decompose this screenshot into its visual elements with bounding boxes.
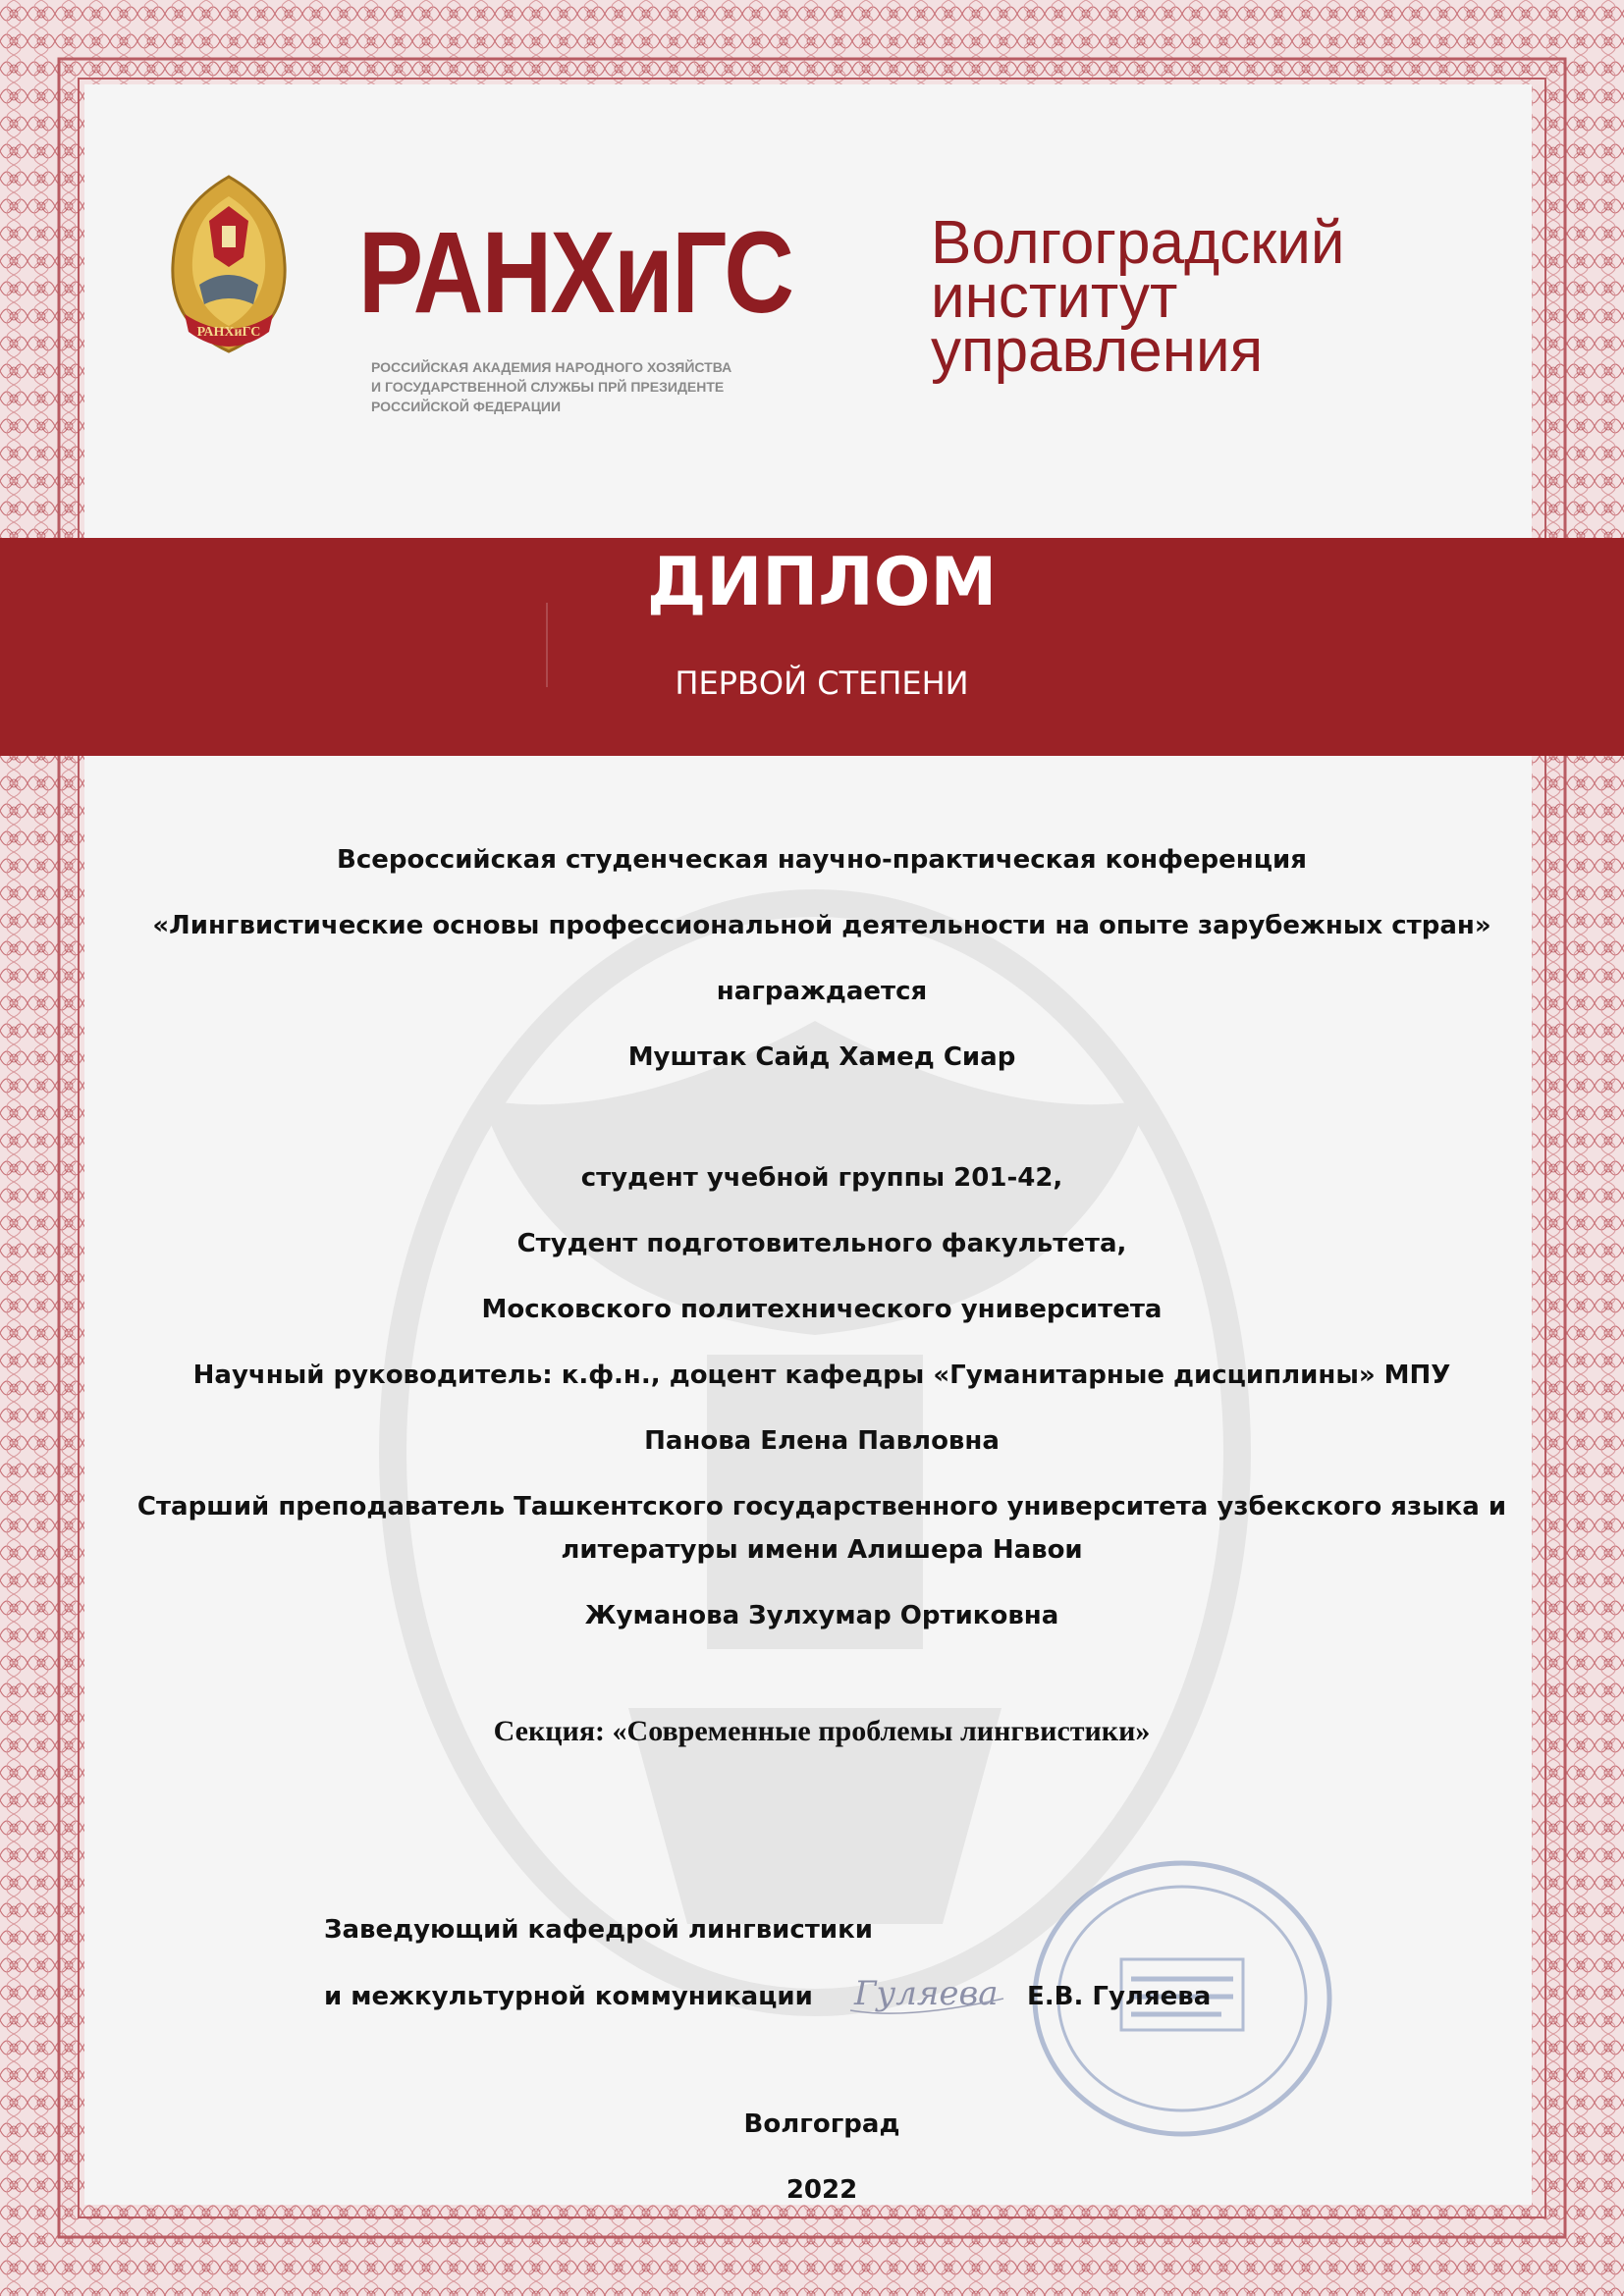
institute-name-line: Волгоградский (931, 209, 1345, 277)
group-line: студент учебной группы 201-42, (580, 1163, 1063, 1193)
institute-name (931, 209, 1345, 385)
awarded-line: награждается (716, 977, 928, 1006)
supervisor-name: Панова Елена Павловна (644, 1426, 1000, 1456)
diploma-degree: ПЕРВОЙ СТЕПЕНИ (675, 665, 969, 702)
logo-subtitle (371, 357, 803, 416)
logo-subtitle-line: РОССИЙСКОЙ ФЕДЕРАЦИИ (371, 399, 562, 414)
conference-line: Всероссийская студенческая научно-практическая конференция (337, 845, 1307, 875)
handwritten-signature (846, 1959, 1013, 2028)
section-line: Секция: «Современные проблемы лингвистики» (493, 1715, 1151, 1747)
lecturer-name: Жуманова Зулхумар Ортиковна (584, 1601, 1059, 1630)
recipient-name: Муштак Сайд Хамед Сиар (627, 1042, 1016, 1072)
logo-title: РАНХиГС (358, 208, 793, 338)
diploma-title: ДИПЛОМ (646, 544, 998, 621)
signer-position-line: Заведующий кафедрой лингвистики (324, 1915, 873, 1945)
university-line: Московского политехнического университета (481, 1295, 1163, 1324)
faculty-line: Студент подготовительного факультета, (516, 1229, 1127, 1258)
svg-text:РАНХиГС: РАНХиГС (196, 325, 261, 340)
city-line: Волгоград (743, 2109, 900, 2139)
academy-emblem-icon (155, 167, 302, 373)
institute-name-line: управления (931, 317, 1264, 385)
logo-subtitle-line: И ГОСУДАРСТВЕННОЙ СЛУЖБЫ ПРЙ ПРЕЗИДЕНТЕ (371, 379, 725, 395)
signer-position-line: и межкультурной коммуникации (324, 1982, 813, 2011)
lecturer-title-line: литературы имени Алишера Навои (561, 1535, 1083, 1565)
year-line: 2022 (785, 2175, 858, 2205)
svg-text:Гуляева: Гуляева (854, 1974, 999, 2013)
signer-name: Е.В. Гуляева (1027, 1982, 1212, 2011)
conference-name: «Лингвистические основы профессиональной деятельности на опыте зарубежных стран» (152, 911, 1491, 940)
supervisor-title: Научный руководитель: к.ф.н., доцент кафедры «Гуманитарные дисциплины» МПУ (192, 1361, 1451, 1390)
institute-name-line: институт (931, 263, 1178, 331)
lecturer-title-line: Старший преподаватель Ташкентского государственного университета узбекского языка и (136, 1492, 1507, 1522)
logo-subtitle-line: РОССИЙСКАЯ АКАДЕМИЯ НАРОДНОГО ХОЗЯЙСТВА (371, 359, 732, 375)
